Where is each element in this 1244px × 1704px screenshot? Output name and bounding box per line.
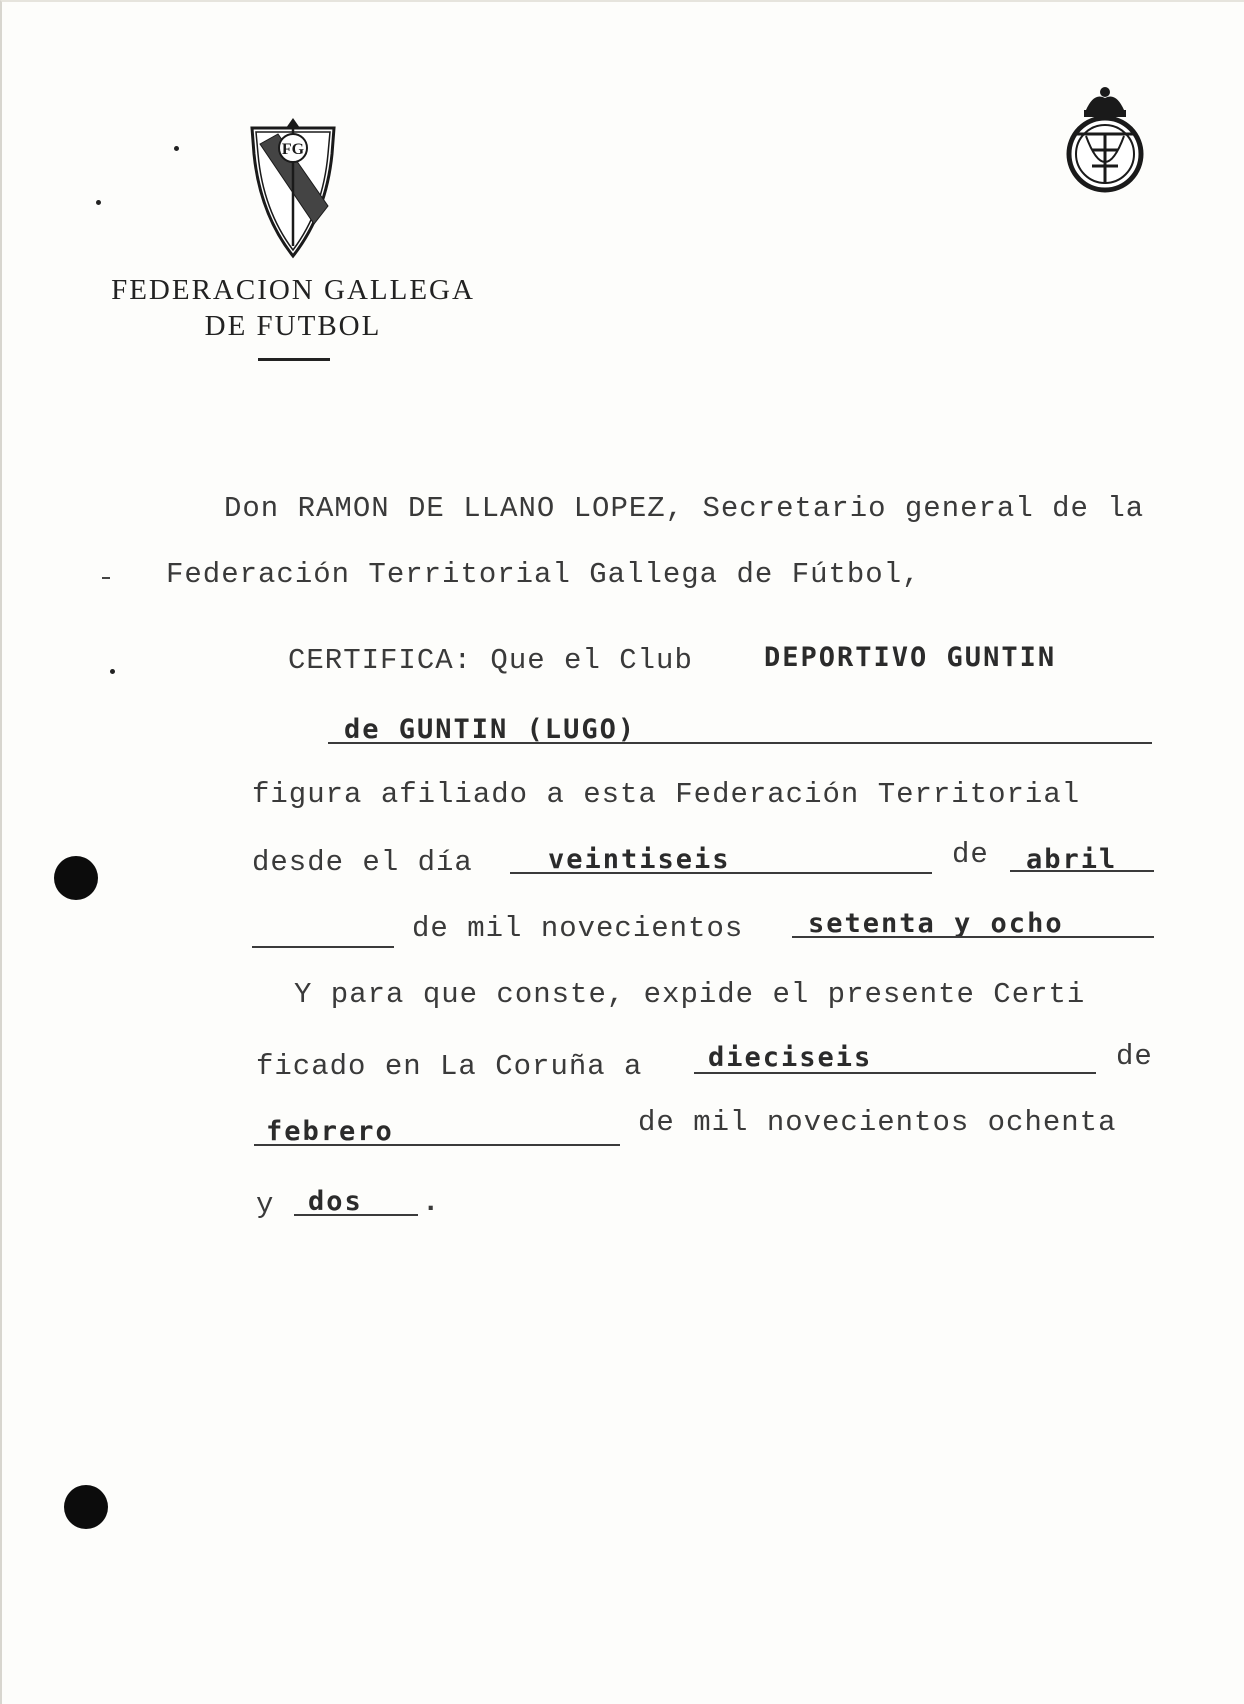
- org-name-line1: FEDERACION GALLEGA: [111, 274, 475, 306]
- ink-speck: [174, 146, 179, 151]
- issue-year-words: de mil novecientos ochenta: [638, 1106, 1117, 1139]
- punch-hole-top: [54, 856, 98, 900]
- dash-mark: [102, 577, 110, 579]
- affiliation-line: figura afiliado a esta Federación Territorial: [252, 778, 1081, 811]
- club-place-underline: [328, 742, 1152, 744]
- since-day-value: veintiseis: [548, 844, 731, 875]
- federacion-gallega-shield-icon: [248, 114, 338, 260]
- y-word: y: [256, 1188, 275, 1221]
- since-day-underline: [510, 872, 932, 874]
- mil-novecientos-label-1: de mil novecientos: [412, 912, 744, 945]
- club-place-value: de GUNTIN (LUGO): [344, 714, 637, 745]
- federation-line: Federación Territorial Gallega de Fútbol,: [166, 558, 921, 591]
- since-year-underline: [792, 936, 1154, 938]
- issue-day-underline: [694, 1072, 1096, 1074]
- de-label-1: de: [952, 838, 989, 871]
- since-year-value: setenta y ocho: [808, 908, 1064, 939]
- de-label-2: de: [1116, 1040, 1153, 1073]
- issue-year-units-underline: [294, 1214, 418, 1216]
- issue-month-underline: [254, 1144, 620, 1146]
- header-rule: [258, 358, 330, 361]
- issue-year-units-value: dos: [308, 1186, 363, 1217]
- conste-line: Y para que conste, expide el presente Certi: [294, 978, 1086, 1011]
- blank-underline: [252, 946, 394, 948]
- certifica-lead: CERTIFICA: Que el Club: [288, 644, 693, 677]
- issue-month-value: febrero: [266, 1116, 394, 1147]
- punch-hole-bottom: [64, 1485, 108, 1529]
- secretary-line: Don RAMON DE LLANO LOPEZ, Secretario general de la: [224, 492, 1145, 525]
- ink-speck: [110, 669, 115, 674]
- since-month-value: abril: [1026, 844, 1118, 875]
- since-lead: desde el día: [252, 846, 473, 879]
- since-month-underline: [1010, 870, 1154, 872]
- ficado-lead: ficado en La Coruña a: [256, 1050, 643, 1083]
- org-name-line2: DE FUTBOL: [204, 310, 382, 342]
- rfef-crown-crest-icon: [1064, 84, 1146, 196]
- svg-text:FG: FG: [281, 141, 305, 158]
- ink-speck: [96, 200, 101, 205]
- club-name-value: DEPORTIVO GUNTIN: [764, 642, 1057, 673]
- final-period: .: [422, 1186, 441, 1219]
- issue-day-value: dieciseis: [708, 1042, 873, 1073]
